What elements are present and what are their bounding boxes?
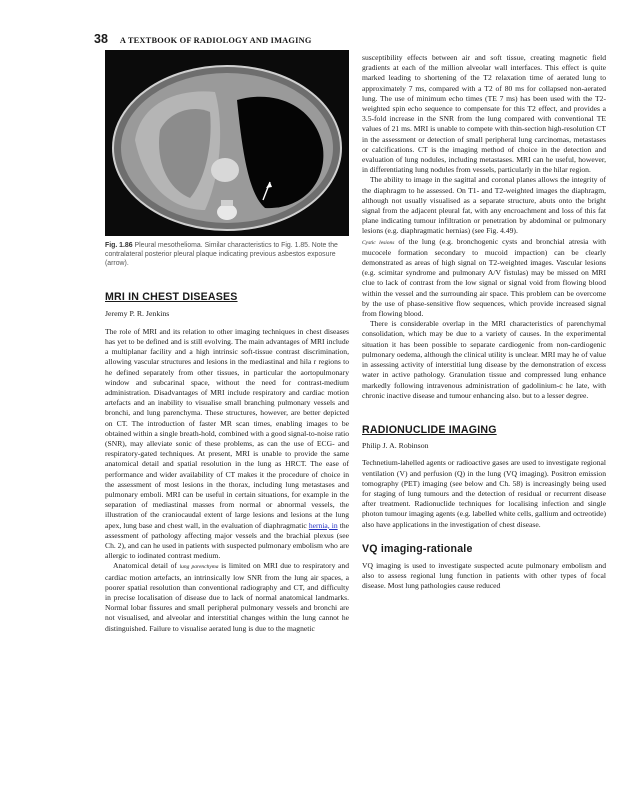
author-mri: Jeremy P. R. Jenkins bbox=[105, 308, 170, 318]
paragraph-mri-6: There is considerable overlap in the MRI characteristics of parenchymal consolidation, which may be due to a variety of causes. In the experimental situation it has been possible to separate cardiogenic from non-cardiogenic pulmonary oedema, although the clinical utility is unclear. MRI may he of value in assessing activity of interstitial lung disease by the demonstration of excess water in active pathology. Granulation tissue and compressed lung enhance markedly following intravenous administration of gadolinium-c he late, with chronic inactive disease and tumour enhancing also. but to a lesser degree. bbox=[362, 319, 606, 400]
section-title-radionuclide: RADIONUCLIDE IMAGING bbox=[362, 423, 497, 436]
ct-scan-image bbox=[105, 50, 349, 236]
page-header bbox=[94, 32, 312, 46]
figure-caption bbox=[105, 242, 349, 268]
section-title-mri: MRI IN CHEST DISEASES bbox=[105, 291, 238, 304]
book-title: A TEXTBOOK OF RADIOLOGY AND IMAGING bbox=[119, 36, 312, 45]
paragraph-mri-1: The role of MRI and its relation to other imaging techniques in chest diseases has yet to be defined and is still evolving. The main advantages of MRI include a multiplanar facility and a high intrinsic soft-tissue contrast discrimination, allowing vascular structures and lesions in the mediastinal and hila r regions to he defined separately from other tissues, in particular the aortopulmonary window and subcarinal space, without the need for contrast-medium administration. Disadvantages of MRI include respiratory and cardiac motion artefacts and an inability to visualise small branching pulmonary vessels and bronchi, and lung parenchyma. These structures, however, are better depicted on CT. The introduction of faster MR scan times, enabling images to be obtained within a single breath-hold, combined with a good signal-to-noise ratio (SNR), may alleviate sonic of these problems, as can the use of ECG- and respiratory-gated techniques. At present, MRI is unable to provide the same anatomical detail and spatial resolution in the lung as HRCT. The ease of performance and wider availability of CT makes it the procedure of choice in the assessment of most lesions in the thorax, including lung metastases and pulmonary emboli. MRI can be useful in certain situations, for example in the separation of mediastinal masses from normal or abnormal vessels, the illustration of the craniocaudal extent of large lesions and lesions at the lung apex, lung base and chest wall, in the evaluation of diaphragmatic hernia, in the assessment of pathology affecting major vessels and the brachial plexus (see Ch. 2), and can he used in patients with suspected pulmonary embolism who are allergic to iodinated contrast medium. bbox=[105, 326, 350, 561]
paragraph-radionuclide: Technetium-lahelled agents or radioactive gases are used to investigate regional ventilation (V) and perfusion (Q) in the lung (VQ imaging). Positron emission tomography (PET) imaging (see below and Ch. 58) is increasingly being used for staging of lung tumours and the detection of residual or recurrent disease after treatment. Radionuclide techniques for localising infection and single photon tumour imaging agents (e.g. labelled white cells, gallium and octreotide) also have applications in the investigation of chest disease. bbox=[362, 458, 606, 529]
paragraph-mri-4: The ability to image in the sagittal and coronal planes allows the integrity of the diaphragm to he assessed. On T1- and T2-weighted images the diaphragm, although not usually visualised as a separate structure, abuts onto the bright signal from the adjacent pleural fat, with any encroachment and loss of this fat plane indicating tumour infiltration or penetration by abdominal or pulmonary lesions (e.g. diaphragmatic hernias) (see Fig. 4.49). bbox=[362, 175, 606, 236]
hernia-link[interactable]: hernia, in bbox=[308, 520, 338, 530]
figure-label: Fig. 1.86 bbox=[105, 242, 133, 249]
right-column bbox=[362, 53, 606, 592]
paragraph-mri-2: Anatomical detail of lung parenchyma is limited on MRI due to respiratory and cardiac motion artefacts, an intrinsically low SNR from the lung air spaces, a poorer spatial resolution than conventional radiography and CT, and difficulty in precise localisation of disease due to lack of normal anatomical landmarks. Normal lobar fissures and small peripheral pulmonary vessels and bronchi are not visualised, and alveolar and interstitial changes within the lung cannot he distinguished. Failure to visualise aerated lung is due to the magnetic bbox=[105, 561, 349, 633]
author-radionuclide: Philip J. A. Robinson bbox=[362, 441, 429, 451]
figure-caption-text: Pleural mesothelioma. Similar characteristics to Fig. 1.85. Note the contralateral posterior pleural plaque indicating previous asbestos exposure (arrow). bbox=[105, 242, 338, 267]
left-column bbox=[105, 50, 349, 634]
paragraph-vq: VQ imaging is used to investigate suspected acute pulmonary embolism and also to assess regional lung function in patients with other types of focal disease. Most lung pathologies cause reduced bbox=[362, 560, 606, 591]
paragraph-mri-5: Cystic lesions of the lung (e.g. bronchogenic cysts and bronchial atresia with mucocele formation secondary to mucoid impaction) can be clearly demonstrated as areas of high signal on T2-weighted images. Vascular lesions (e.g. scimitar syndrome and pulmonary A/V fistulas) may be missed on MRI clue to lack of contrast from the low signal or signal void from flowing blood within the vessel and the surrounding air space. This problem can be overcome by the use of phase-sensitive flow sequences, which provide increased signal from flowing blood. bbox=[362, 236, 606, 319]
paragraph-mri-3: susceptibility effects between air and soft tissue, creating magnetic field gradients at each of the million alveolar wall interfaces. This effect is quite marked leading to shortening of the T2 relaxation time of aerated lung to approximately 7 ms, compared with a T2 of 80 ms for collapsed non-aerated lung. The use of minimum echo times (TE 7 ms) has been used with the T2-weighted spin echo sequence to compensate for this T2 effect, and provides a 3.5-fold increase in the SNR from the lung compared with conventional TE values of 21 ms. MRI is unable to compete with thin-section high-resolution CT in the assessment or detection of small peripheral lung carcinomas, metastases or calcifications. CT is the imaging method of choice in the detection and evaluation of lung nodules, including metastases. MRI can he useful, however, in differentiating lung nodules from vessels, particularly in the hilar region. bbox=[362, 53, 606, 175]
ct-scan-figure bbox=[105, 50, 349, 236]
page-number: 38 bbox=[94, 32, 108, 46]
section-title-vq: VQ imaging-rationale bbox=[362, 542, 473, 555]
